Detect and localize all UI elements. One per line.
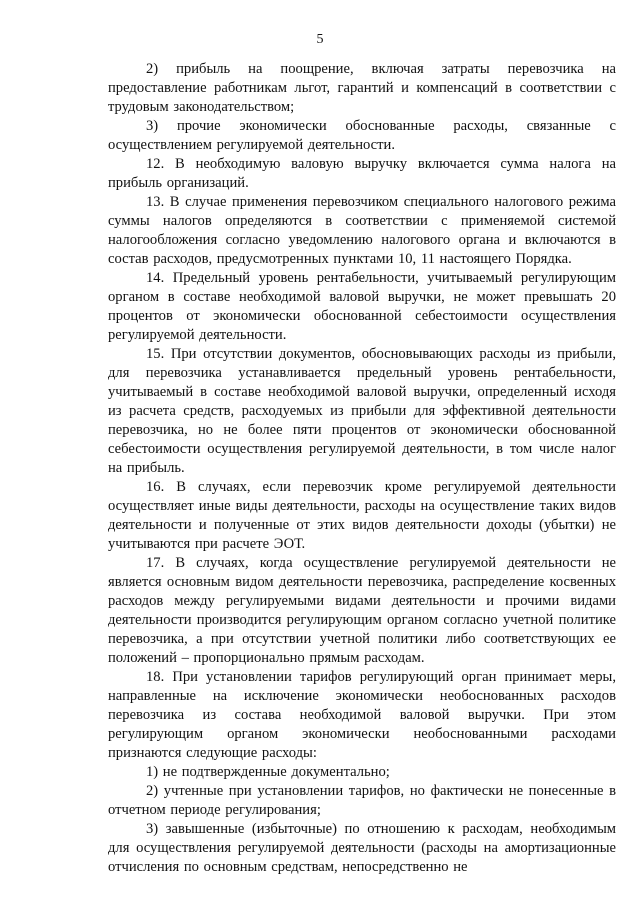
paragraph: 1) не подтвержденные документально;	[146, 764, 390, 780]
paragraph: 3) завышенные (избыточные) по отношению к расходам, необходимым для осуществления регулируемой деятельности (расходы на амортизационные отчисления по основным средствам, непосредственно не	[108, 821, 616, 875]
paragraph: 17. В случаях, когда осуществление регулируемой деятельности не является основным видом деятельности перевозчика, распределение косвенных расходов между регулируемыми видами деятельности и прочими видами деятельности производится регулирующим органом согласно учетной политике перевозчика, а при отсутствии учетной политики либо соответствующих ее положений – пропорционально прямым расходам.	[108, 555, 616, 666]
paragraph: 14. Предельный уровень рентабельности, учитываемый регулирующим органом в составе необходимой валовой выручки, не может превышать 20 процентов от экономически обоснованной себестоимости осуществления регулируемой деятельности.	[108, 270, 616, 343]
paragraph: 18. При установлении тарифов регулирующий орган принимает меры, направленные на исключение экономически необоснованных расходов перевозчика из состава необходимой валовой выручки. При этом регулирующим органом экономически необоснованными расходами признаются следующие расходы:	[108, 669, 616, 761]
paragraph: 2) прибыль на поощрение, включая затраты перевозчика на предоставление работникам льгот, гарантий и компенсаций в соответствии с трудовым законодательством;	[108, 61, 616, 115]
paragraph: 3) прочие экономически обоснованные расходы, связанные с осуществлением регулируемой деятельности.	[108, 118, 616, 153]
paragraph: 12. В необходимую валовую выручку включается сумма налога на прибыль организаций.	[108, 156, 616, 191]
paragraph: 2) учтенные при установлении тарифов, но фактически не понесенные в отчетном периоде регулирования;	[108, 783, 616, 818]
paragraph: 15. При отсутствии документов, обосновывающих расходы из прибыли, для перевозчика устанавливается предельный уровень рентабельности, учитываемый в составе необходимой валовой выручки, определенный исходя из расчета средств, расходуемых из прибыли для эффективной деятельности перевозчика, но не более пяти процентов от экономически обоснованной себестоимости осуществления регулируемой деятельности, в том числе налог на прибыль.	[108, 346, 616, 476]
document-body	[108, 60, 616, 877]
paragraph: 13. В случае применения перевозчиком специального налогового режима суммы налогов определяются в соответствии с применяемой системой налогообложения согласно уведомлению налогового органа и включаются в состав расходов, предусмотренных пунктами 10, 11 настоящего Порядка.	[108, 194, 616, 267]
paragraph: 16. В случаях, если перевозчик кроме регулируемой деятельности осуществляет иные виды деятельности, расходы на осуществление таких видов деятельности и полученные от этих видов деятельности доходы (убытки) не учитываются при расчете ЭОТ.	[108, 479, 616, 552]
page-number: 5	[316, 32, 324, 47]
